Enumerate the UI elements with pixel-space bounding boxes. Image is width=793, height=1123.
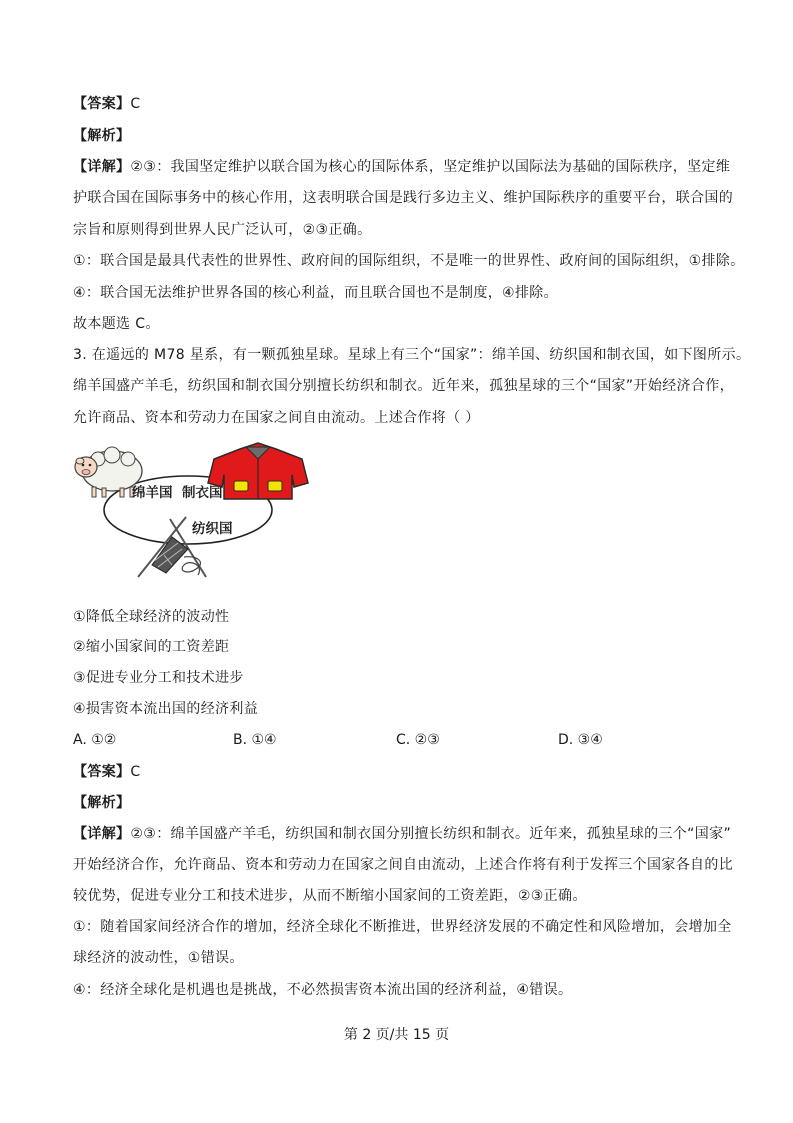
illustration-graphic bbox=[68, 437, 312, 583]
sheep-country-label: 绵羊国 bbox=[132, 485, 173, 501]
statement-4: ④损害资本流出国的经济利益 bbox=[73, 701, 259, 717]
statement-1: ①降低全球经济的波动性 bbox=[73, 609, 230, 625]
page-number: 第 2 页/共 15 页 bbox=[343, 1027, 450, 1043]
detail-label: 【详解】 bbox=[73, 826, 131, 842]
answer-value: C bbox=[130, 96, 141, 112]
option-a: A. ①② bbox=[73, 732, 117, 748]
option-c: C. ②③ bbox=[396, 732, 440, 748]
detail-line: 【详解】②③：我国坚定维护以联合国为核心的国际体系，坚定维护以国际法为基础的国际秩序，坚定维 bbox=[73, 159, 731, 175]
statement-2: ②缩小国家间的工资差距 bbox=[73, 639, 230, 655]
detail-line: 【详解】②③：绵羊国盛产羊毛，纺织国和制衣国分别擅长纺织和制衣。近年来，孤独星球的三个“国家” bbox=[73, 826, 732, 842]
detail-line: ①：随着国家间经济合作的增加，经济全球化不断推进，世界经济发展的不确定性和风险增加，会增加全 bbox=[73, 919, 732, 935]
clothing-country-label: 制衣国 bbox=[182, 485, 223, 501]
detail-label: 【详解】 bbox=[73, 159, 131, 175]
detail-line: ④：联合国无法维护世界各国的核心利益，而且联合国也不是制度，④排除。 bbox=[73, 285, 558, 301]
question-stem-line: 允许商品、资本和劳动力在国家之间自由流动。上述合作将（ ） bbox=[73, 410, 480, 426]
answer-label: 【答案】 bbox=[73, 96, 131, 112]
detail-line: ④：经济全球化是机遇也是挑战，不必然损害资本流出国的经济利益，④错误。 bbox=[73, 982, 573, 998]
answer-line-2 bbox=[73, 763, 141, 781]
question-stem-line: 绵羊国盛产羊毛，纺织国和制衣国分别擅长纺织和制衣。近年来，孤独星球的三个“国家”开始经济合作， bbox=[73, 378, 734, 394]
three-countries-illustration bbox=[68, 437, 312, 583]
conclusion-line: 故本题选 C。 bbox=[73, 316, 160, 332]
detail-line: 球经济的波动性，①错误。 bbox=[73, 950, 244, 966]
detail-line: 较优势，促进专业分工和技术进步，从而不断缩小国家间的工资差距，②③正确。 bbox=[73, 888, 587, 904]
detail-line: ①：联合国是最具代表性的世界性、政府间的国际组织，不是唯一的世界性、政府间的国际组织，①排除。 bbox=[73, 253, 745, 269]
answer-value: C bbox=[130, 764, 141, 780]
textile-country-label: 纺织国 bbox=[192, 521, 233, 537]
question-stem-line: 3. 在遥远的 M78 星系，有一颗孤独星球。星球上有三个“国家”：绵羊国、纺织国和制衣国，如下图所示。 bbox=[73, 347, 751, 363]
option-d: D. ③④ bbox=[558, 732, 603, 748]
analysis-heading-1: 【解析】 bbox=[73, 128, 131, 144]
detail-line: 开始经济合作，允许商品、资本和劳动力在国家之间自由流动，上述合作将有利于发挥三个国家各自的比 bbox=[73, 857, 734, 873]
analysis-heading-2: 【解析】 bbox=[73, 795, 131, 811]
detail-line: 宗旨和原则得到世界人民广泛认可，②③正确。 bbox=[73, 222, 372, 238]
coat-icon bbox=[208, 443, 308, 499]
answer-line-1 bbox=[73, 95, 141, 113]
answer-label: 【答案】 bbox=[73, 764, 131, 780]
statement-3: ③促进专业分工和技术进步 bbox=[73, 670, 244, 686]
option-b: B. ①④ bbox=[233, 732, 277, 748]
detail-line: 护联合国在国际事务中的核心作用，这表明联合国是践行多边主义、维护国际秩序的重要平台，联合国的 bbox=[73, 190, 734, 206]
